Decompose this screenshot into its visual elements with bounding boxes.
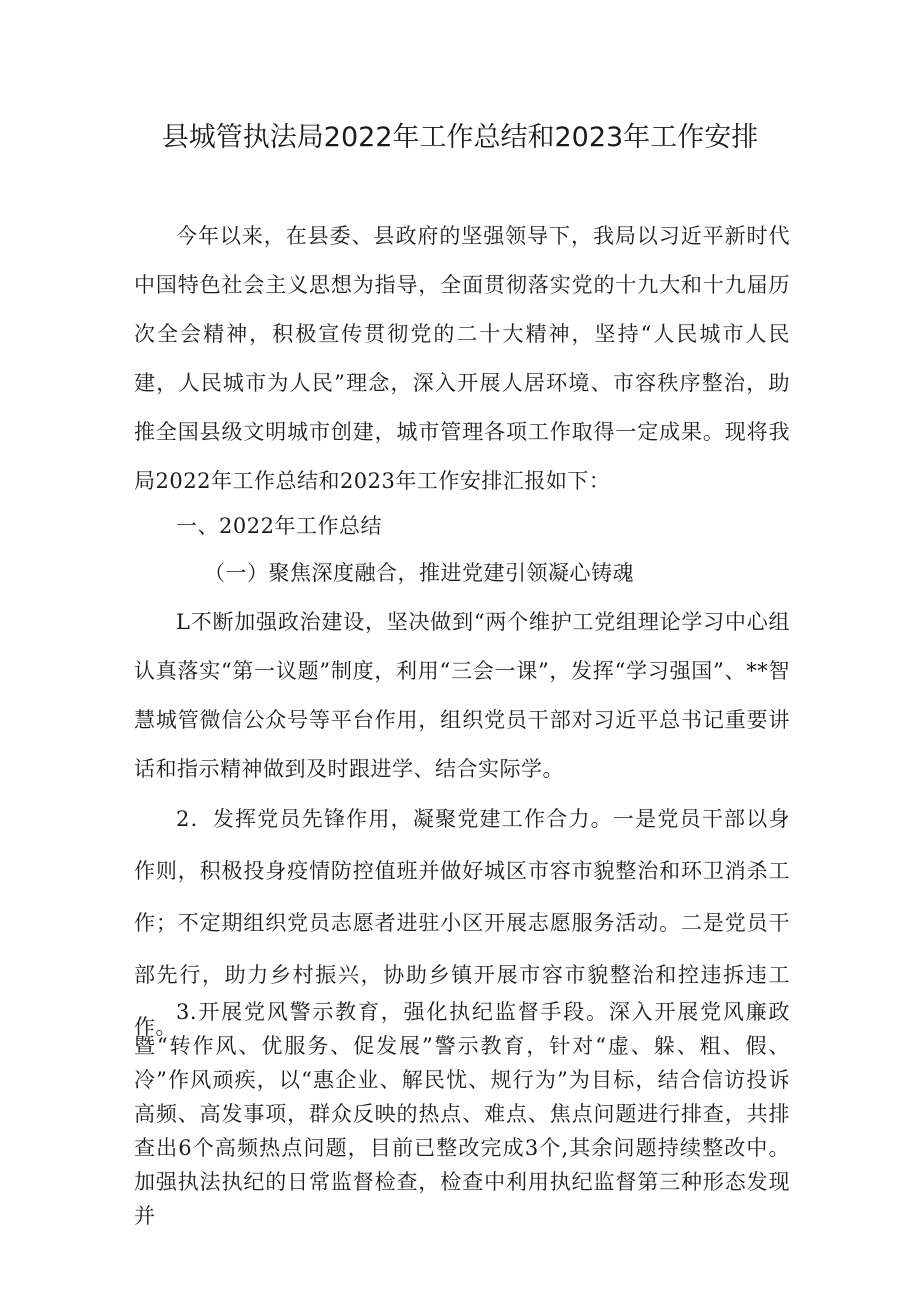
document-title: 县城管执法局2022年工作总结和2023年工作安排 [161, 122, 759, 153]
subsection-heading: （一）聚焦深度融合，推进党建引领凝心铸魂 [204, 561, 634, 585]
item-paragraph-2: 2．发挥党员先锋作用，凝聚党建工作合力。一是党员干部以身作则，积极投身疫情防控值班并做好城区市容市貌整治和环卫消杀工作；不定期组织党员志愿者进驻小区开展志愿服务活动。二是党员干部先行，助力乡村振兴，协助乡镇开展市容市貌整治和控违拆违工作。 [134, 807, 790, 1039]
intro-paragraph: 今年以来，在县委、县政府的坚强领导下，我局以习近平新时代中国特色社会主义思想为指导，全面贯彻落实党的十九大和十九届历次全会精神，积极宣传贯彻党的二十大精神，坚持“人民城市人民建，人民城市为人民”理念，深入开展人居环境、市容秩序整治，助推全国县级文明城市创建，城市管理各项工作取得一定成果。现将我局2022年工作总结和2023年工作安排汇报如下： [134, 224, 790, 493]
section-heading: 一、2022年工作总结 [176, 514, 382, 538]
item-paragraph-3: 3.开展党风警示教育，强化执纪监督手段。深入开展党风廉政暨“转作风、优服务、促发展”警示教育，针对“虚、躲、粗、假、冷”作风顽疾，以“惠企业、解民忧、规行为”为目标，结合信访投诉高频、高发事项，群众反映的热点、难点、焦点问题进行排查，共排查出6个高频热点问题，目前已整改完成3个,其余问题持续整改中。加强执法执纪的日常监督检查，检查中利用执纪监督第三种形态发现并 [134, 1000, 790, 1228]
item-paragraph-1: L不断加强政治建设，坚决做到“两个维护工党组理论学习中心组认真落实“第一议题”制度，利用“三会一课”，发挥“学习强国”、**智慧城管微信公众号等平台作用，组织党员干部对习近平总书记重要讲话和指示精神做到及时跟进学、结合实际学。 [134, 610, 790, 781]
